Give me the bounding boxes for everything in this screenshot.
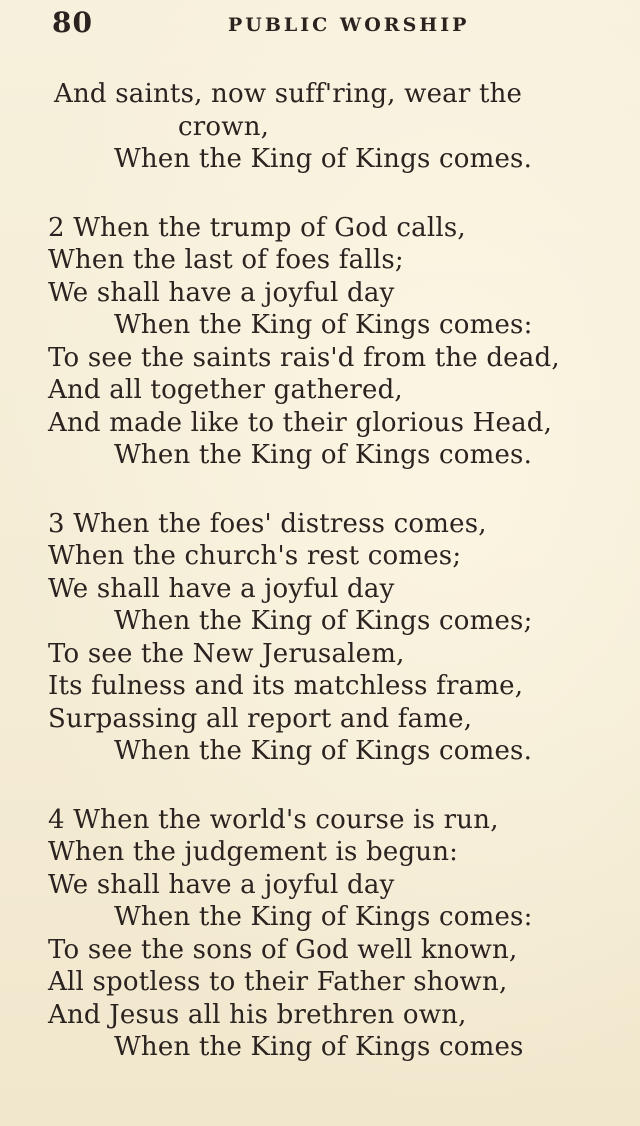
refrain-line: When the King of Kings comes: (114, 902, 533, 932)
verse-line: To see the saints rais'd from the dead, (48, 342, 560, 373)
verse-line: Its fulness and its matchless frame, (48, 671, 524, 701)
refrain-line: When the King of Kings comes. (114, 440, 533, 470)
verse-line: 3 When the foes' distress comes, (48, 508, 487, 539)
refrain-line: When the King of Kings comes; (114, 606, 533, 636)
verse-line: And saints, now suff'ring, wear the (54, 79, 523, 109)
verse-line: We shall have a joyful day (48, 277, 395, 308)
stanza-4 (48, 804, 608, 1064)
verse-line: We shall have a joyful day (48, 573, 395, 604)
verse-line: To see the New Jerusalem, (48, 638, 405, 669)
verse-line-turnover: crown, (178, 111, 270, 142)
verse-line: When the last of foes falls; (48, 245, 404, 275)
verse-line: And made like to their glorious Head, (48, 407, 553, 438)
page-number: 80 (52, 6, 93, 39)
verse-line: And Jesus all his brethren own, (48, 999, 467, 1030)
verse-line: We shall have a joyful day (48, 869, 395, 900)
refrain-line: When the King of Kings comes. (114, 736, 533, 766)
verse-line: To see the sons of God well known, (48, 934, 518, 965)
verse-line: And all together gathered, (48, 375, 403, 405)
stanza-2 (48, 212, 608, 472)
verse-line: Surpassing all report and fame, (48, 703, 473, 734)
refrain-line: When the King of Kings comes (114, 1032, 524, 1062)
refrain-line: When the King of Kings comes: (114, 310, 533, 340)
verse-line: 2 When the trump of God calls, (48, 212, 466, 243)
verse-line: When the judgement is begun: (48, 837, 459, 867)
verse-line: When the church's rest comes; (48, 541, 462, 571)
stanza-continuation (48, 78, 608, 176)
verse-line: All spotless to their Father shown, (48, 967, 508, 997)
verse-line: 4 When the world's course is run, (48, 804, 499, 835)
refrain-line: When the King of Kings comes. (114, 144, 533, 174)
running-head: PUBLIC WORSHIP (228, 14, 470, 36)
hymn-text (48, 78, 608, 1100)
stanza-3 (48, 508, 608, 768)
page-header (52, 6, 600, 42)
